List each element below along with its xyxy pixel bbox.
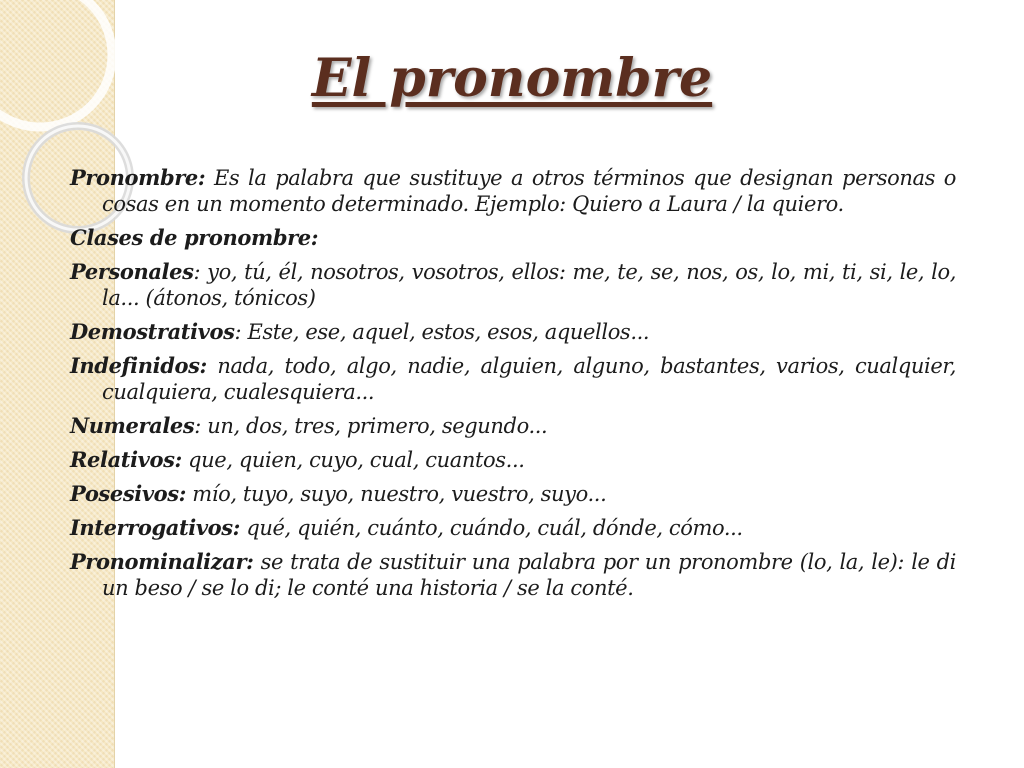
- pronominalizar-paragraph: [70, 549, 956, 601]
- term-clases: Clases de pronombre:: [70, 225, 319, 250]
- interrogativos-text: qué, quién, cuánto, cuándo, cuál, dónde, cómo...: [240, 516, 743, 540]
- personales-text: : yo, tú, él, nosotros, vosotros, ellos: me, te, se, nos, os, lo, mi, ti, si, le, lo, la... (átonos, tónicos): [102, 260, 956, 310]
- term-relativos: Relativos:: [70, 447, 182, 472]
- relativos-paragraph: [70, 447, 956, 473]
- term-indefinidos: Indefinidos:: [70, 353, 207, 378]
- definition-text: Es la palabra que sustituye a otros términos que designan personas o cosas en un momento determinado. Ejemplo: Quiero a Laura / la quiero.: [102, 166, 956, 216]
- definition-paragraph: [70, 165, 956, 217]
- posesivos-paragraph: [70, 481, 956, 507]
- term-interrogativos: Interrogativos:: [70, 515, 241, 540]
- term-demostrativos: Demostrativos: [70, 319, 235, 344]
- classes-heading: [70, 225, 956, 251]
- relativos-text: que, quien, cuyo, cual, cuantos...: [181, 448, 525, 472]
- term-posesivos: Posesivos:: [70, 481, 187, 506]
- term-numerales: Numerales: [70, 413, 195, 438]
- numerales-paragraph: [70, 413, 956, 439]
- term-personales: Personales: [70, 259, 194, 284]
- posesivos-text: mío, tuyo, suyo, nuestro, vuestro, suyo...: [186, 482, 607, 506]
- slide-title: El pronombre: [311, 48, 713, 109]
- term-pronominalizar: Pronominalizar:: [70, 549, 254, 574]
- term-pronombre: Pronombre:: [70, 165, 206, 190]
- pronominalizar-text: se trata de sustituir una palabra por un pronombre (lo, la, le): le di un beso / se lo di; le conté una historia / se la conté.: [102, 550, 956, 600]
- indefinidos-paragraph: [70, 353, 956, 405]
- numerales-text: : un, dos, tres, primero, segundo...: [194, 414, 548, 438]
- personales-paragraph: [70, 259, 956, 311]
- slide-content: [70, 165, 956, 609]
- interrogativos-paragraph: [70, 515, 956, 541]
- demostrativos-paragraph: [70, 319, 956, 345]
- demostrativos-text: : Este, ese, aquel, estos, esos, aquellos...: [234, 320, 650, 344]
- indefinidos-text: nada, todo, algo, nadie, alguien, alguno, bastantes, varios, cualquier, cualquiera, cualesquiera...: [102, 354, 956, 404]
